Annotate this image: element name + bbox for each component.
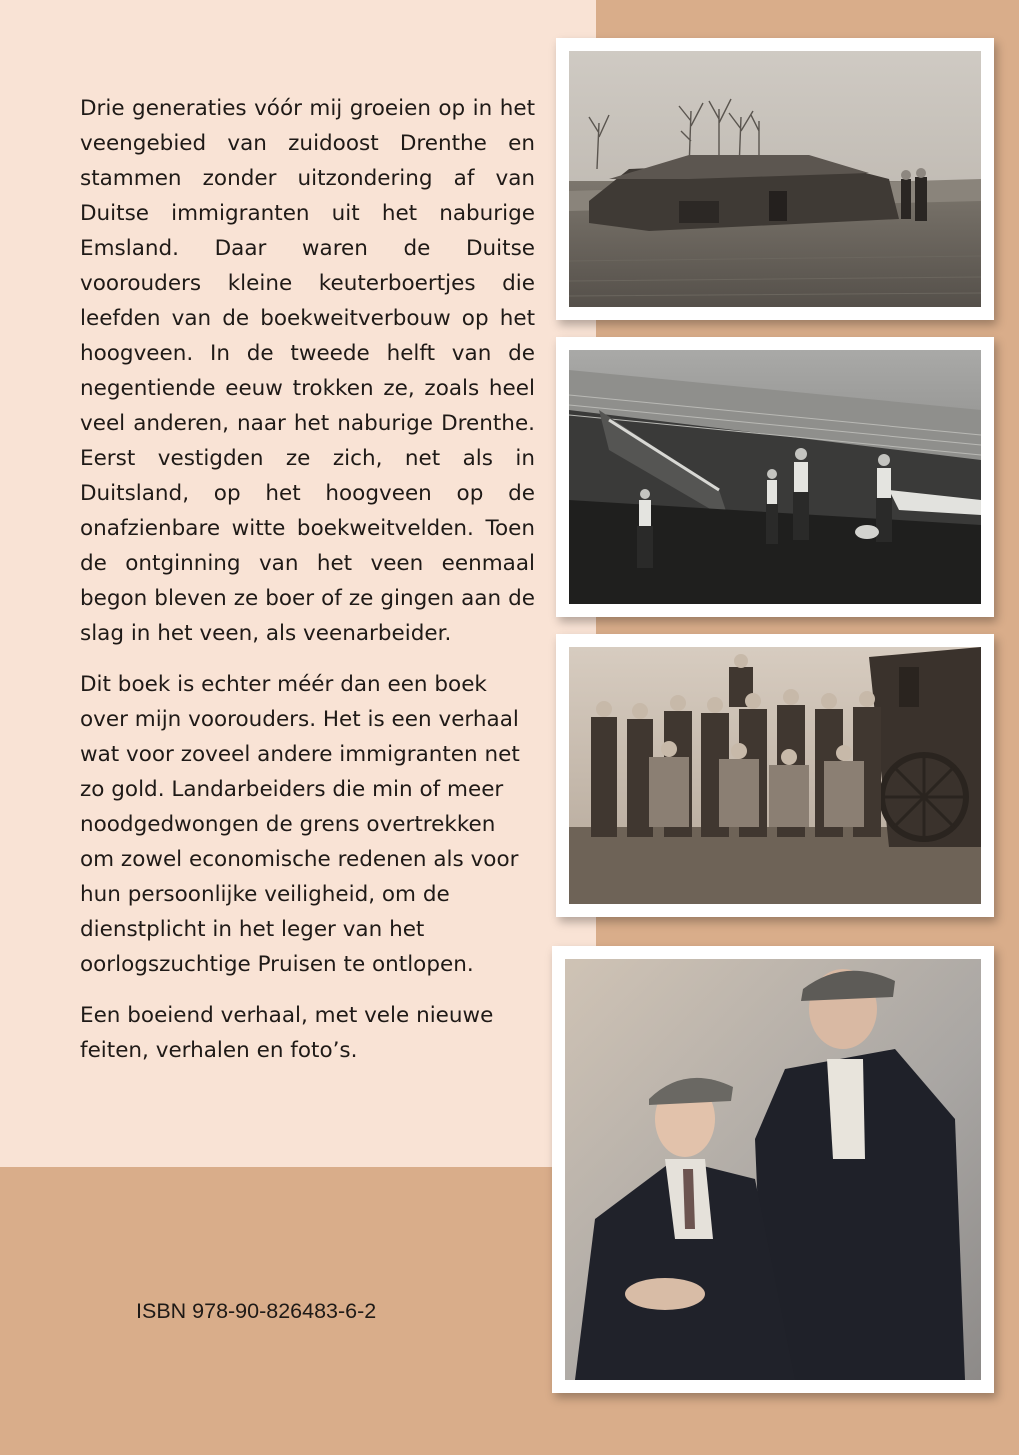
peat-hut-image bbox=[569, 51, 981, 307]
blurb-paragraph-2: Dit boek is echter méér dan een boek over mijn voorouders. Het is een verhaal wat voor zoveel andere immigranten net zo gold. Landarbeiders die min of meer noodgedwongen de grens overtrekken om zowel economische redenen als voor hun persoonlijke veiligheid, om de dienstplicht in het leger van het oorlogszuchtige Pruisen te ontlopen. bbox=[80, 672, 520, 977]
blurb-paragraph-3: Een boeiend verhaal, met vele nieuwe feiten, verhalen en foto’s. bbox=[80, 1003, 494, 1063]
photo-worker-group bbox=[556, 634, 994, 917]
blurb-text bbox=[80, 91, 535, 1084]
photo-peat-diggers bbox=[556, 337, 994, 617]
isbn-number: ISBN 978-90-826483-6-2 bbox=[136, 1299, 377, 1323]
photo-two-young-men bbox=[552, 946, 994, 1393]
blurb-paragraph-1: Drie generaties vóór mij groeien op in het veengebied van zuidoost Drenthe en stammen zonder uitzondering af van Duitse immigranten uit het naburige Emsland. Daar waren de Duitse voorouders kleine keuterboertjes die leefden van de boekweitverbouw op het hoogveen. In de tweede helft van de negentiende eeuw trokken ze, zoals heel veel anderen, naar het naburige Drenthe. Eerst vestigden ze zich, net als in Duitsland, op het hoogveen op de onafzienbare witte boekweitvelden. Toen de ontginning van het veen eenmaal begon bleven ze boer of ze gingen aan de slag in het veen, als veenarbeider. bbox=[80, 96, 535, 646]
peat-diggers-image bbox=[569, 350, 981, 604]
two-young-men-image bbox=[565, 959, 981, 1380]
worker-group-image bbox=[569, 647, 981, 904]
photo-peat-hut bbox=[556, 38, 994, 320]
